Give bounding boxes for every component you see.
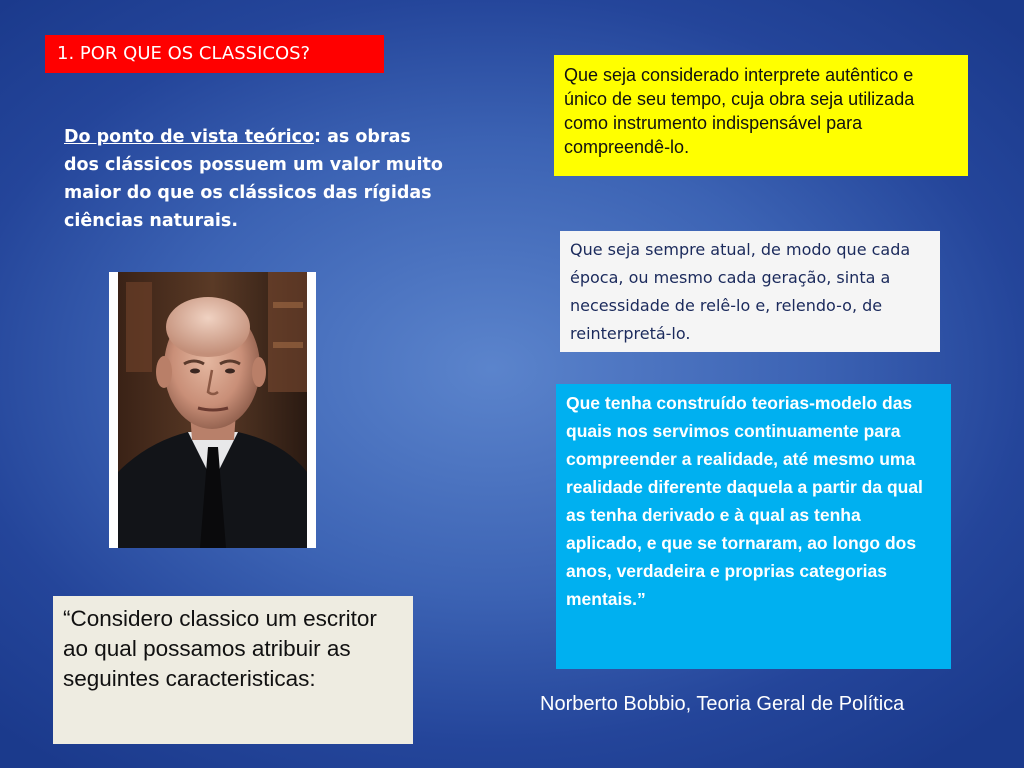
portrait-image bbox=[118, 272, 307, 548]
theory-rest: : as obras dos clássicos possuem um valor muito maior do que os clássicos das rígidas ciências naturais. bbox=[64, 127, 443, 231]
criterion-box-always-current: Que seja sempre atual, de modo que cada época, ou mesmo cada geração, sinta a necessidade de relê-lo e, relendo-o, de reinterpretá-lo. bbox=[560, 231, 940, 352]
portrait-photo bbox=[109, 272, 316, 548]
criterion-box-model-theories: Que tenha construído teorias-modelo das quais nos servimos continuamente para compreender a realidade, até mesmo uma realidade diferente daquela a partir da qual as tenha derivado e à qual as tenha aplicado, e que se tornaram, ao longo dos anos, verdadeira e proprias categorias mentais.” bbox=[556, 384, 951, 669]
citation: Norberto Bobbio, Teoria Geral de Política bbox=[540, 693, 905, 715]
theory-paragraph bbox=[64, 123, 444, 235]
slide-title: 1. POR QUE OS CLASSICOS? bbox=[45, 35, 384, 73]
criterion-box-interpreter: Que seja considerado interprete autêntico e único de seu tempo, cuja obra seja utilizada como instrumento indispensável para compreendê-lo. bbox=[554, 55, 968, 176]
quote-box: “Considero classico um escritor ao qual possamos atribuir as seguintes caracteristicas: bbox=[53, 596, 413, 744]
theory-lead: Do ponto de vista teórico bbox=[64, 127, 314, 147]
